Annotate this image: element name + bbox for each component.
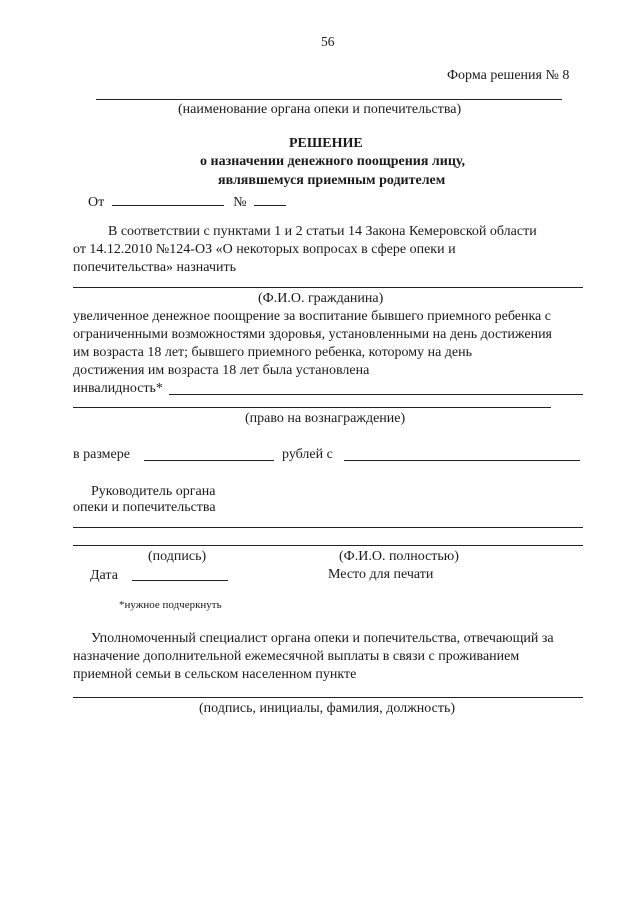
- rubles-label: рублей с: [282, 447, 333, 462]
- amount-label: в размере: [73, 447, 130, 462]
- page-number: 56: [321, 34, 335, 49]
- form-label: Форма решения № 8: [447, 68, 570, 83]
- document-subtitle-1: о назначении денежного поощрения лицу,: [200, 154, 465, 169]
- document-subtitle-2: являвшемуся приемным родителем: [218, 173, 446, 188]
- right-line: [73, 407, 551, 408]
- date-field-blank: [132, 580, 228, 581]
- date-label: Дата: [90, 568, 118, 583]
- citizen-caption: (Ф.И.О. гражданина): [258, 291, 384, 306]
- head-line-2: [73, 545, 583, 546]
- authority-caption: (наименование органа опеки и попечительства): [178, 102, 462, 117]
- amount-blank: [144, 460, 274, 461]
- body-line-4: достижения им возраста 18 лет была установлена: [73, 363, 370, 378]
- number-blank: [254, 192, 286, 206]
- head-line-1: [73, 527, 583, 528]
- head-title-1: Руководитель органа: [91, 484, 216, 499]
- intro-line-1: В соответствии с пунктами 1 и 2 статьи 14 Закона Кемеровской области: [108, 224, 537, 239]
- specialist-line-3: приемной семьи в сельском населенном пункте: [73, 667, 357, 682]
- date-blank: [112, 192, 224, 206]
- number-prefix: №: [233, 195, 247, 210]
- date-number-row: [88, 192, 286, 211]
- specialist-line-2: назначение дополнительной ежемесячной выплаты в связи с проживанием: [73, 649, 520, 664]
- intro-line-3: попечительства» назначить: [73, 260, 236, 275]
- head-title-2: опеки и попечительства: [73, 500, 216, 515]
- signature-caption: (подпись): [148, 549, 207, 564]
- date-prefix: От: [88, 195, 105, 210]
- specialist-line-1: Уполномоченный специалист органа опеки и попечительства, отвечающий за: [91, 631, 554, 646]
- right-caption: (право на вознаграждение): [245, 411, 406, 426]
- fullname-caption: (Ф.И.О. полностью): [339, 549, 459, 564]
- body-line-3: им возраста 18 лет; бывшего приемного ребенка, которому на день: [73, 345, 473, 360]
- disability-line: [169, 394, 583, 395]
- body-line-5: инвалидность*: [73, 381, 163, 396]
- authority-line: [96, 99, 562, 100]
- body-line-2: ограниченными возможностями здоровья, установленными на день достижения: [73, 327, 553, 342]
- intro-line-2: от 14.12.2010 №124-ОЗ «О некоторых вопросах в сфере опеки и: [73, 242, 456, 257]
- specialist-caption: (подпись, инициалы, фамилия, должность): [199, 701, 456, 716]
- stamp-label: Место для печати: [328, 567, 434, 582]
- body-line-1: увеличенное денежное поощрение за воспитание бывшего приемного ребенка с: [73, 309, 551, 324]
- date-from-blank: [344, 460, 580, 461]
- citizen-line: [73, 287, 583, 288]
- specialist-line: [73, 697, 583, 698]
- document-title: РЕШЕНИЕ: [289, 136, 363, 151]
- footnote: *нужное подчеркнуть: [119, 599, 222, 611]
